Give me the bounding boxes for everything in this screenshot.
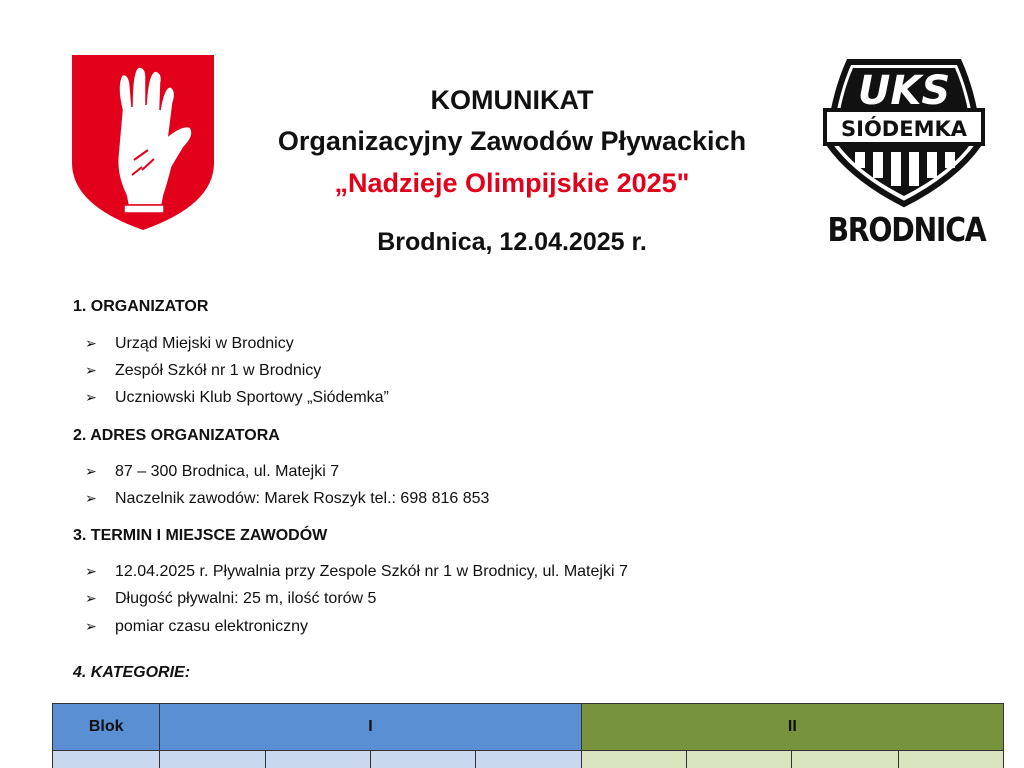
arrow-bullet-icon: ➢: [85, 619, 97, 635]
arrow-bullet-icon: ➢: [85, 363, 97, 379]
list-item: [85, 490, 489, 508]
arrow-bullet-icon: ➢: [85, 336, 97, 352]
list-item: [85, 389, 389, 407]
arrow-bullet-icon: ➢: [85, 464, 97, 480]
brodnica-crest-logo: [72, 55, 214, 230]
list-item-text: Zespół Szkół nr 1 w Brodnicy: [115, 362, 322, 379]
categories-table: [52, 703, 1004, 768]
table-cell: [370, 751, 475, 768]
list-item-text: 12.04.2025 r. Pływalnia przy Zespole Szkół nr 1 w Brodnicy, ul. Matejki 7: [115, 563, 628, 580]
table-cell: [898, 751, 1003, 768]
club-middle-text: SIÓDEMKA: [841, 117, 967, 141]
list-item: [85, 618, 308, 636]
table-header-block-2: II: [581, 704, 1003, 751]
list-item: [85, 563, 628, 581]
list-item: [85, 463, 339, 481]
club-top-text: UKS: [857, 68, 951, 114]
document-subtitle: Organizacyjny Zawodów Pływackich: [277, 126, 747, 156]
list-item-text: 87 – 300 Brodnica, ul. Matejki 7: [115, 463, 340, 480]
list-item: [85, 590, 376, 608]
table-cell: [686, 751, 791, 768]
uks-siodemka-logo: [815, 58, 993, 253]
list-item-text: Uczniowski Klub Sportowy „Siódemka”: [115, 389, 389, 406]
table-cell: [160, 751, 265, 768]
table-row: [53, 751, 1004, 768]
list-item-text: Naczelnik zawodów: Marek Roszyk tel.: 698 816 853: [115, 490, 490, 507]
table-cell: [53, 751, 160, 768]
section-heading-categories: 4. KATEGORIE:: [73, 664, 191, 681]
table-header-row: [53, 704, 1004, 751]
section-heading-address: 2. ADRES ORGANIZATORA: [73, 427, 280, 444]
list-item: [85, 362, 321, 380]
table-header-block-1: I: [160, 704, 581, 751]
list-item: [85, 335, 294, 353]
table-cell: [581, 751, 686, 768]
table-cell: [476, 751, 581, 768]
arrow-bullet-icon: ➢: [85, 591, 97, 607]
event-name: „Nadzieje Olimpijskie 2025": [334, 168, 690, 198]
table-cell: [792, 751, 898, 768]
arrow-bullet-icon: ➢: [85, 491, 97, 507]
table-cell: [265, 751, 370, 768]
club-city-text: BRODNICA: [827, 210, 986, 249]
place-date: Brodnica, 12.04.2025 r.: [377, 228, 647, 256]
document-title: KOMUNIKAT: [430, 85, 594, 115]
arrow-bullet-icon: ➢: [85, 390, 97, 406]
club-shield-icon: [815, 58, 993, 208]
table-header-blok: Blok: [53, 704, 160, 751]
section-heading-organizer: 1. ORGANIZATOR: [73, 298, 209, 315]
list-item-text: pomiar czasu elektroniczny: [115, 618, 308, 635]
section-heading-date-venue: 3. TERMIN I MIEJSCE ZAWODÓW: [73, 527, 328, 544]
arrow-bullet-icon: ➢: [85, 564, 97, 580]
list-item-text: Urząd Miejski w Brodnicy: [115, 335, 294, 352]
list-item-text: Długość pływalni: 25 m, ilość torów 5: [115, 590, 377, 607]
